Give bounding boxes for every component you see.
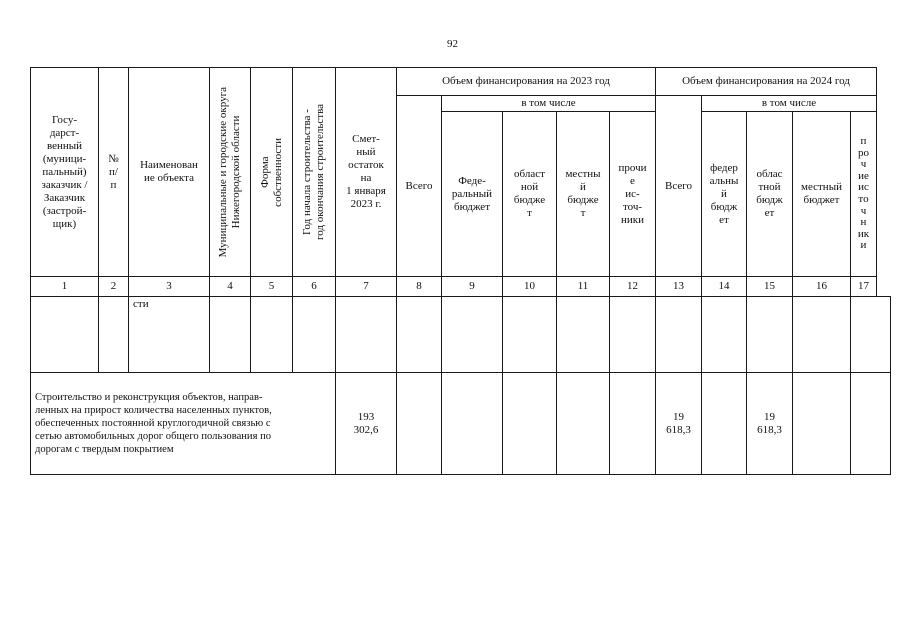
section-estimated-balance: 193 302,6 xyxy=(353,410,379,436)
header-other-2024: п ро ч ие ис то ч н ик и xyxy=(857,135,870,252)
header-regional-2023: област ной бюдже т xyxy=(513,168,546,219)
header-estimated-balance: Смет- ный остаток на 1 января 2023 г. xyxy=(346,133,386,210)
column-number: 1 xyxy=(61,280,68,292)
column-number: 17 xyxy=(858,280,869,292)
column-number: 12 xyxy=(627,280,638,292)
header-federal-2024: федер альны й бюдж ет xyxy=(709,161,739,226)
header-total-2023: Всего xyxy=(405,179,433,192)
column-number: 2 xyxy=(110,280,117,292)
column-number: 9 xyxy=(469,280,475,292)
column-number: 16 xyxy=(816,280,827,292)
header-local-2023: местны й бюдже т xyxy=(565,168,601,219)
column-number: 4 xyxy=(227,280,233,292)
column-number: 7 xyxy=(363,280,369,292)
column-number: 10 xyxy=(524,280,535,292)
header-local-2024: местный бюджет xyxy=(801,181,842,206)
header-funding-2024: Объем финансирования на 2024 год xyxy=(682,75,850,87)
header-total-2024: Всего xyxy=(665,179,692,192)
table-rule xyxy=(890,296,891,474)
column-number: 8 xyxy=(416,280,422,292)
header-municipality: Муниципальные и городские округа Нижегородской области xyxy=(217,86,242,258)
header-including-2024: в том числе xyxy=(761,97,817,109)
header-other-2023: прочи е ис- точ- ники xyxy=(618,161,647,226)
column-number: 6 xyxy=(311,280,317,292)
column-number: 14 xyxy=(718,280,730,292)
column-number: 13 xyxy=(673,280,684,292)
header-regional-2024: облас тной бюдж ет xyxy=(756,168,783,219)
table-rule xyxy=(876,67,877,296)
header-number: № п/ п xyxy=(108,152,119,191)
section-total-2024: 19 618,3 xyxy=(666,410,691,436)
header-including-2023: в том числе xyxy=(521,97,576,109)
section-regional-2024: 19 618,3 xyxy=(757,410,782,436)
header-federal-2023: Феде- ральный бюджет xyxy=(451,174,493,213)
page-number: 92 xyxy=(447,38,458,50)
section-title: Строительство и реконструкция объектов, направ- ленных на прирост количества населенных пунктов, обеспеченных постоянной круглогодичной связью с сетью автомобильных дорог общего пользования по дорогам с твердым покрытием xyxy=(35,392,272,455)
header-customer: Госу- дарст- венный (муници- пальный) заказчик / Заказчик (застрой- щик) xyxy=(41,113,88,230)
header-object-name: Наименован ие объекта xyxy=(140,159,198,184)
table-rule xyxy=(30,296,891,297)
header-ownership: Форма собственности xyxy=(258,137,284,207)
column-number: 3 xyxy=(166,280,172,292)
column-number: 11 xyxy=(577,280,589,292)
column-number: 15 xyxy=(764,280,775,292)
table-rule xyxy=(30,474,891,475)
header-funding-2023: Объем финансирования на 2023 год xyxy=(442,75,610,87)
column-number: 5 xyxy=(268,280,275,292)
header-construction-years: Год начала строительства - год окончания строительства xyxy=(301,104,326,240)
continuation-text: сти xyxy=(133,298,149,310)
